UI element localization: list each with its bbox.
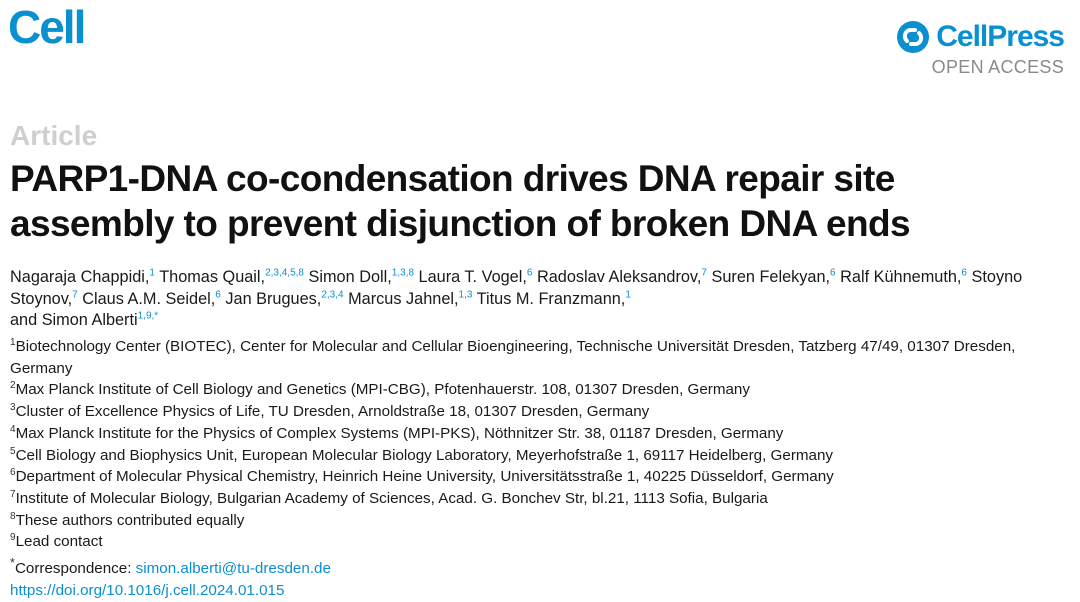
author[interactable]: Simon Doll,$^{1,3,8}$ [308,267,415,286]
author[interactable]: and Simon Alberti$^{1,9,*}$ [10,310,159,329]
author[interactable]: Radoslav Aleksandrov,$^7$ [536,267,707,286]
affiliation: $^6$Department of Molecular Physical Chemistry, Heinrich Heine University, Universitätsstraße 1, 40225 Düsseldorf, Germany [10,467,834,486]
author-note: $^8$These authors contributed equally [10,510,245,529]
affiliation: $^5$Cell Biology and Biophysics Unit, European Molecular Biology Laboratory, Meyerhofstraße 1, 69117 Heidelberg, Germany [10,445,834,464]
correspondence: *Correspondence: simon.alberti@tu-dresden.de [10,556,331,578]
correspondence-email-link[interactable]: simon.alberti@tu-dresden.de [135,560,331,578]
cellpress-icon [896,20,930,54]
author[interactable]: Jan Brugues,$^{2,3,4}$ [225,289,344,308]
affiliation: $^7$Institute of Molecular Biology, Bulgarian Academy of Sciences, Acad. G. Bonchev Str, bl.21, 1113 Sofia, Bulgaria [10,488,768,507]
open-access-label: OPEN ACCESS [931,57,1064,77]
affiliation: $^1$Biotechnology Center (BIOTEC), Center for Molecular and Cellular Bioengineering, Technische Universität Dresden, Tatzberg 47/49, 01307 Dresden, Germany [10,336,1016,377]
author[interactable]: Stoyno Stoynov,$^7$ [10,268,1023,308]
author[interactable]: Thomas Quail,$^{2,3,4,5,8}$ [159,267,304,286]
author-list [10,267,1070,332]
affiliation-list [10,336,1070,602]
author[interactable]: Laura T. Vogel,$^6$ [418,267,533,286]
author[interactable]: Ralf Kühnemuth,$^6$ [840,267,967,286]
author[interactable]: Claus A.M. Seidel,$^6$ [82,289,221,308]
article-type-label: Article [10,120,98,151]
affiliation: $^4$Max Planck Institute for the Physics of Complex Systems (MPI-PKS), Nöthnitzer Str. 38, 01187 Dresden, Germany [10,423,784,442]
author[interactable]: Titus M. Franzmann,$^1$ [476,289,631,308]
publisher-name: CellPress [936,20,1064,53]
author[interactable]: Marcus Jahnel,$^{1,3}$ [348,289,473,308]
affiliation: $^2$Max Planck Institute of Cell Biology and Genetics (MPI-CBG), Pfotenhauerstr. 108, 01307 Dresden, Germany [10,380,750,399]
affiliation: $^3$Cluster of Excellence Physics of Life, TU Dresden, Arnoldstraße 18, 01307 Dresden, Germany [10,402,650,421]
author[interactable]: Nagaraja Chappidi,$^1$ [10,267,155,286]
author-note: $^9$Lead contact [10,532,103,551]
publisher-logo [896,20,1064,76]
article-title: PARP1-DNA co-condensation drives DNA repair site assembly to prevent disjunction of broken DNA ends [10,158,910,244]
author[interactable]: Suren Felekyan,$^6$ [711,267,836,286]
journal-logo: Cell [8,1,85,53]
doi-link[interactable]: https://doi.org/10.1016/j.cell.2024.01.015 [10,581,285,599]
